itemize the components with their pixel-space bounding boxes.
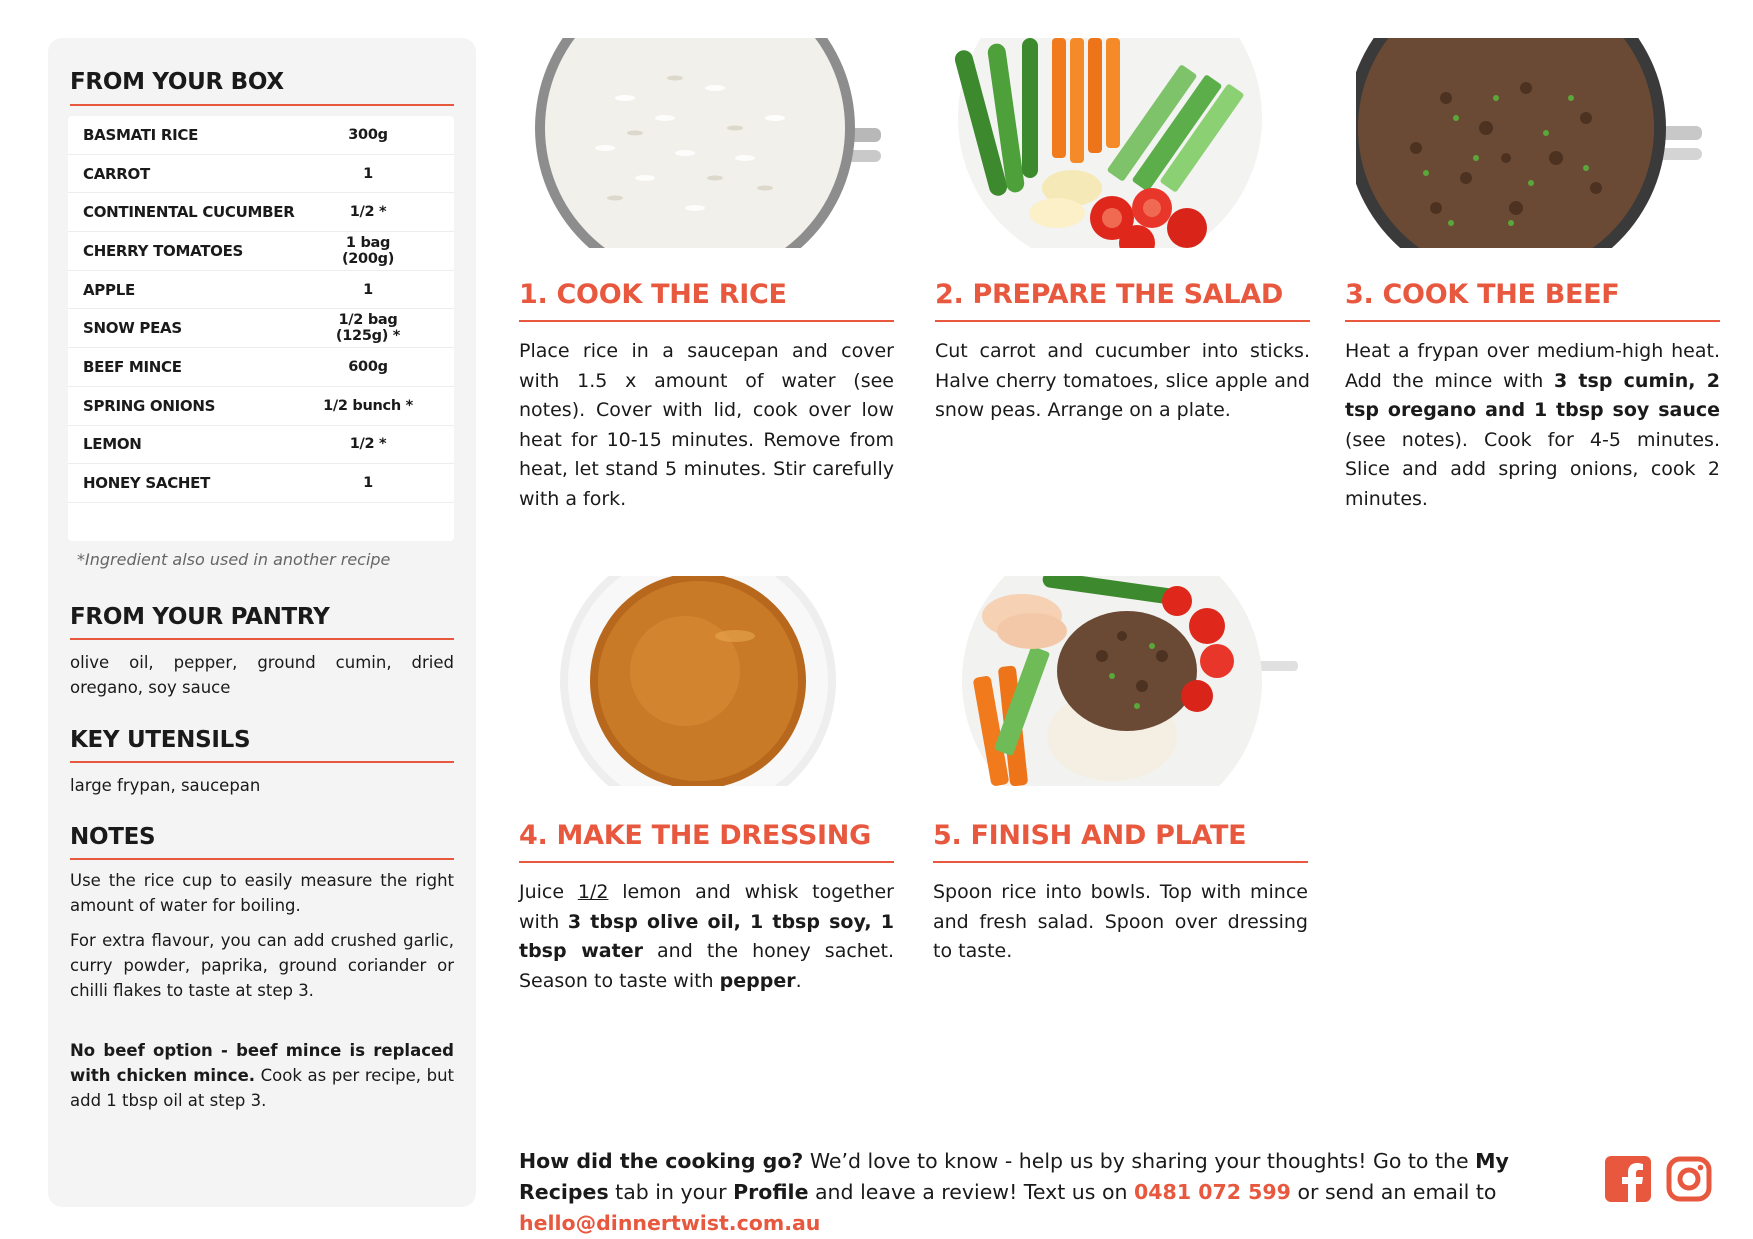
- ingredient-qty: 1: [363, 475, 373, 492]
- step-3-title: 3. COOK THE BEEF: [1345, 279, 1620, 310]
- step-2-title: 2. PREPARE THE SALAD: [935, 279, 1284, 310]
- ingredient-row: [68, 116, 454, 155]
- utensils-title: KEY UTENSILS: [70, 727, 251, 753]
- notes-rest: Cook as per recipe, but add 1 tbsp oil at step 3.: [70, 1066, 454, 1110]
- phone-link[interactable]: 0481 072 599: [1134, 1180, 1291, 1204]
- box-divider: [70, 104, 454, 106]
- ingredient-name: CARROT: [83, 164, 150, 183]
- ingredient-row: [68, 232, 454, 271]
- pantry-title: FROM YOUR PANTRY: [70, 604, 330, 630]
- step-4-bold: 3 tbsp olive oil, 1 tbsp soy, 1 tbsp water: [519, 910, 894, 962]
- step-3-divider: [1345, 320, 1720, 322]
- ingredient-qty: 1: [363, 281, 373, 298]
- ingredient-qty: 1/2 *: [349, 204, 387, 221]
- step-1-title: 1. COOK THE RICE: [519, 279, 787, 310]
- dressing-bowl-image: [535, 576, 881, 786]
- instagram-icon[interactable]: [1666, 1156, 1712, 1202]
- box-title: FROM YOUR BOX: [70, 69, 284, 95]
- step-4-bold: pepper: [719, 969, 796, 992]
- ingredient-row-empty: [68, 503, 454, 541]
- step-4-text-part: .: [795, 969, 802, 992]
- ingredient-row: [68, 348, 454, 387]
- utensils-text: large frypan, saucepan: [70, 776, 261, 795]
- notes-divider: [70, 858, 454, 860]
- feedback-bold: My Recipes: [519, 1149, 1509, 1204]
- finished-plate-image: [952, 576, 1298, 786]
- feedback-part: We’d love to know - help us by sharing your thoughts! Go to the: [803, 1149, 1476, 1173]
- feedback-part: tab in your: [608, 1180, 734, 1204]
- ingredient-row: [68, 309, 454, 348]
- step-4-title: 4. MAKE THE DRESSING: [519, 820, 871, 851]
- ingredient-name: HONEY SACHET: [83, 474, 211, 493]
- step-4-text-part: lemon and whisk together with: [519, 881, 894, 933]
- ingredient-qty: 300g: [348, 126, 388, 143]
- beef-frypan-image: [1356, 38, 1702, 248]
- ingredient-qty: 1 bag (200g): [341, 234, 395, 267]
- feedback-part: and leave a review! Text us on: [808, 1180, 1135, 1204]
- notes-paragraph-1: Use the rice cup to easily measure the right amount of water for boiling.: [70, 871, 454, 915]
- step-5-divider: [933, 861, 1308, 863]
- ingredient-name: BEEF MINCE: [83, 357, 182, 376]
- feedback-text: [519, 1146, 1579, 1239]
- ingredient-row: [68, 193, 454, 232]
- step-5-title: 5. FINISH AND PLATE: [933, 820, 1247, 851]
- step-4-divider: [519, 861, 894, 863]
- facebook-icon[interactable]: [1605, 1156, 1651, 1202]
- ingredient-row: [68, 155, 454, 194]
- ingredient-row: [68, 387, 454, 426]
- email-link[interactable]: hello@dinnertwist.com.au: [519, 1211, 821, 1235]
- notes-paragraph-3: [70, 1038, 454, 1113]
- salad-plate-image: [952, 38, 1298, 248]
- step-4-text: [519, 878, 894, 996]
- feedback-part: or send an email to: [1290, 1180, 1497, 1204]
- step-4-underline: 1/2: [577, 881, 609, 903]
- ingredient-row: [68, 271, 454, 310]
- ingredients-table: [68, 116, 454, 541]
- utensils-divider: [70, 761, 454, 763]
- notes-paragraph-2: For extra flavour, you can add crushed garlic, curry powder, paprika, ground coriander or chilli flakes to taste at step 3.: [70, 931, 454, 1000]
- step-5-text: Spoon rice into bowls. Top with mince and fresh salad. Spoon over dressing to taste.: [933, 881, 1308, 962]
- ingredient-qty: 1/2 bag (125g) *: [335, 312, 401, 345]
- step-2-text: Cut carrot and cucumber into sticks. Halve cherry tomatoes, slice apple and snow peas. Arrange on a plate.: [935, 340, 1310, 421]
- step-1-divider: [519, 320, 894, 322]
- rice-pot-image: [535, 38, 881, 248]
- feedback-bold: Profile: [733, 1180, 809, 1204]
- ingredient-footnote: *Ingredient also used in another recipe: [77, 550, 391, 569]
- ingredient-name: SNOW PEAS: [83, 319, 182, 338]
- ingredient-qty: 1: [363, 165, 373, 182]
- ingredient-row: [68, 464, 454, 503]
- ingredient-name: CONTINENTAL CUCUMBER: [83, 203, 295, 222]
- sidebar-panel: [48, 38, 476, 1207]
- ingredient-qty: 1/2 *: [349, 436, 387, 453]
- ingredient-row: [68, 426, 454, 465]
- ingredient-name: CHERRY TOMATOES: [83, 241, 244, 260]
- notes-bold: No beef option - beef mince is replaced with chicken mince.: [70, 1041, 454, 1085]
- ingredient-name: SPRING ONIONS: [83, 396, 216, 415]
- feedback-bold: How did the cooking go?: [519, 1149, 804, 1173]
- ingredient-name: APPLE: [83, 280, 135, 299]
- step-3-bold: 3 tsp cumin, 2 tsp oregano and 1 tbsp soy sauce: [1345, 369, 1720, 421]
- ingredient-qty: 600g: [348, 358, 388, 375]
- step-2-divider: [935, 320, 1310, 322]
- step-3-text-part: (see notes). Cook for 4-5 minutes. Slice and add spring onions, cook 2 minutes.: [1345, 428, 1720, 510]
- step-4-text-part: and the honey sachet. Season to taste with: [519, 940, 895, 992]
- step-3-text: [1345, 337, 1720, 514]
- step-3-text-part: Heat a frypan over medium-high heat. Add the mince with: [1345, 340, 1720, 392]
- ingredient-name: BASMATI RICE: [83, 125, 199, 144]
- ingredient-name: LEMON: [83, 435, 142, 454]
- step-4-text-part: Juice: [519, 881, 578, 903]
- ingredient-qty: 1/2 bunch *: [323, 397, 413, 414]
- pantry-divider: [70, 638, 454, 640]
- step-1-text: Place rice in a saucepan and cover with 1.5 x amount of water (see notes). Cover with lid, cook over low heat for 10-15 minutes. Remove from heat, let stand 5 minutes. Stir carefully with a fork.: [519, 340, 894, 510]
- notes-title: NOTES: [70, 824, 156, 850]
- pantry-text: olive oil, pepper, ground cumin, dried oregano, soy sauce: [70, 653, 454, 697]
